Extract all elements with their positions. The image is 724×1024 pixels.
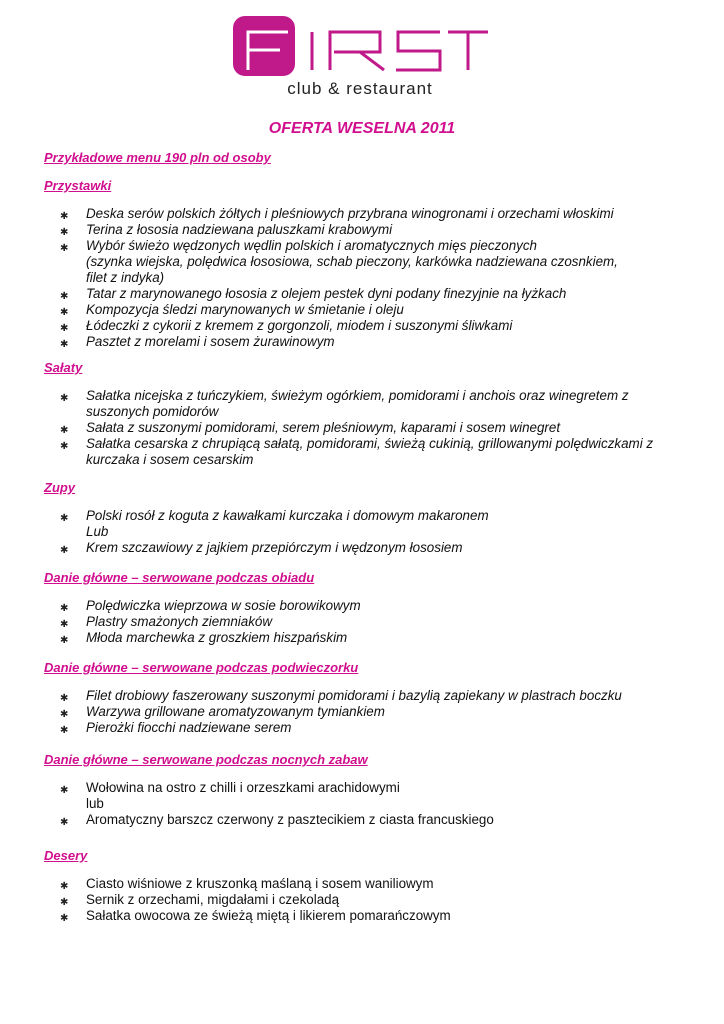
menu-item [62,876,662,892]
menu-item-text: Plastry smażonych ziemniaków [86,614,273,629]
menu-item-text: Krem szczawiowy z jajkiem przepiórczym i wędzonym łososiem [86,540,463,555]
bullet-icon: ✱ [60,897,69,908]
menu-item [62,812,662,828]
menu-item-text: Sałatka owocowa ze świeżą miętą i likierem pomarańczowym [86,908,451,923]
page-title: OFERTA WESELNA 2011 [268,120,456,137]
bullet-icon: ✱ [60,339,69,350]
menu-item-text: Aromatyczny barszcz czerwony z pasztecikiem z ciasta francuskiego [86,812,494,827]
menu-item-text: Polędwiczka wieprzowa w sosie borowikowym [86,598,361,613]
menu-item-text: Filet drobiowy faszerowany suszonymi pomidorami i bazylią zapiekany w plastrach boczku [86,688,622,703]
menu-item-text: lub [86,796,104,811]
bullet-icon: ✱ [60,243,69,254]
menu-item [62,540,662,556]
bullet-icon: ✱ [60,725,69,736]
first-club-restaurant-logo [230,14,490,104]
menu-item [62,688,662,704]
bullet-icon: ✱ [60,709,69,720]
menu-item [62,318,662,334]
menu-item [62,420,662,436]
menu-item-text: kurczaka i sosem cesarskim [86,452,254,467]
menu-item-text: (szynka wiejska, polędwica łososiowa, schab pieczony, karkówka nadziewana czosnkiem, [86,254,618,269]
menu-item-text: Sernik z orzechami, migdałami i czekoladą [86,892,340,907]
menu-item-text: suszonych pomidorów [86,404,219,419]
section-heading: Danie główne – serwowane podczas obiadu [44,570,315,585]
bullet-icon: ✱ [60,323,69,334]
bullet-icon: ✱ [60,393,69,404]
menu-item-text: Pierożki fiocchi nadziewane serem [86,720,292,735]
bullet-icon: ✱ [60,291,69,302]
menu-item-text: Deska serów polskich żółtych i pleśniowych przybrana winogronami i orzechami włoskimi [86,206,614,221]
menu-item [62,238,662,286]
bullet-icon: ✱ [60,307,69,318]
menu-item-text: Tatar z marynowanego łososia z olejem pestek dyni podany finezyjnie na łyżkach [86,286,567,301]
menu-item-text: Lub [86,524,109,539]
menu-item-text: Młoda marchewka z groszkiem hiszpańskim [86,630,348,645]
bullet-icon: ✱ [60,913,69,924]
menu-item [62,222,662,238]
menu-item-text: Kompozycja śledzi marynowanych w śmietanie i oleju [86,302,404,317]
section-heading: Desery [44,848,88,863]
bullet-icon: ✱ [60,603,69,614]
menu-item-text: Sałatka nicejska z tuńczykiem, świeżym ogórkiem, pomidorami i anchois oraz winegretem z [86,388,629,403]
menu-item [62,704,662,720]
menu-item [62,598,662,614]
menu-item-text: Sałata z suszonymi pomidorami, serem pleśniowym, kaparami i sosem winegret [86,420,561,435]
bullet-icon: ✱ [60,785,69,796]
menu-item-text: Sałatka cesarska z chrupiącą sałatą, pomidorami, świeżą cukinią, grillowanymi polędwiczkami z [86,436,654,451]
menu-item [62,436,662,468]
menu-item-text: filet z indyka) [86,270,165,285]
menu-item-text: Wołowina na ostro z chilli i orzeszkami arachidowymi [86,780,400,795]
bullet-icon: ✱ [60,881,69,892]
bullet-icon: ✱ [60,635,69,646]
menu-item [62,334,662,350]
bullet-icon: ✱ [60,513,69,524]
bullet-icon: ✱ [60,619,69,630]
menu-item [62,508,662,540]
menu-item [62,908,662,924]
menu-item [62,780,662,812]
menu-item-text: Wybór świeżo wędzonych wędlin polskich i aromatycznych mięs pieczonych [86,238,537,253]
svg-text:club & restaurant: club & restaurant [287,79,433,98]
menu-item [62,630,662,646]
menu-item-text: Warzywa grillowane aromatyzowanym tymiankiem [86,704,385,719]
bullet-icon: ✱ [60,545,69,556]
bullet-icon: ✱ [60,227,69,238]
menu-item-text: Polski rosół z koguta z kawałkami kurczaka i domowym makaronem [86,508,489,523]
bullet-icon: ✱ [60,211,69,222]
menu-item [62,720,662,736]
bullet-icon: ✱ [60,817,69,828]
section-heading: Sałaty [44,360,83,375]
menu-item [62,388,662,420]
menu-item [62,302,662,318]
menu-item-text: Łódeczki z cykorii z kremem z gorgonzoli, miodem i suszonymi śliwkami [86,318,513,333]
bullet-icon: ✱ [60,425,69,436]
menu-item [62,892,662,908]
section-heading: Danie główne – serwowane podczas podwieczorku [44,660,359,675]
section-heading: Danie główne – serwowane podczas nocnych zabaw [44,752,368,767]
menu-item [62,206,662,222]
menu-item-text: Ciasto wiśniowe z kruszonką maślaną i sosem waniliowym [86,876,434,891]
menu-item [62,286,662,302]
menu-subtitle: Przykładowe menu 190 pln od osoby [44,150,271,165]
section-heading: Zupy [44,480,76,495]
menu-item [62,614,662,630]
bullet-icon: ✱ [60,693,69,704]
bullet-icon: ✱ [60,441,69,452]
section-heading: Przystawki [44,178,112,193]
menu-item-text: Terina z łososia nadziewana paluszkami krabowymi [86,222,393,237]
menu-item-text: Pasztet z morelami i sosem żurawinowym [86,334,335,349]
